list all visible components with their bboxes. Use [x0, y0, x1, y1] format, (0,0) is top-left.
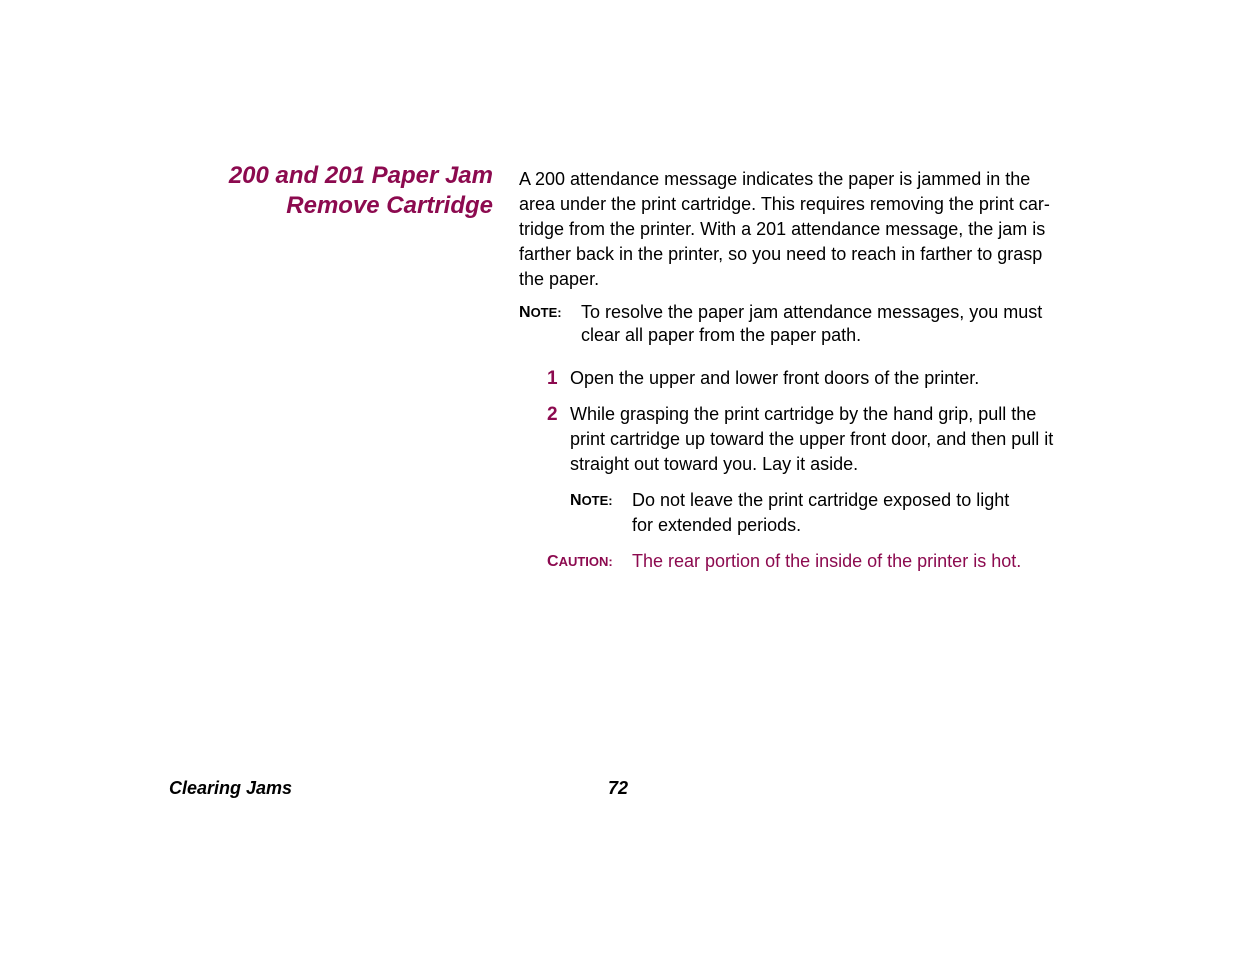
note-label-initial: N [519, 304, 531, 321]
caution-label [547, 549, 613, 574]
note-label [519, 301, 562, 324]
note-line: Do not leave the print cartridge exposed to light [632, 490, 1010, 510]
heading-line-2: Remove Cartridge [286, 192, 493, 219]
step-line: While grasping the print cartridge by the hand grip, pull the [570, 404, 1037, 424]
footer-page-number: 72 [608, 778, 629, 798]
step-line: straight out toward you. Lay it aside. [570, 454, 859, 474]
heading-line-1: 200 and 201 Paper Jam [228, 162, 493, 189]
intro-line: farther back in the printer, so you need to reach in farther to grasp [519, 244, 1043, 264]
intro-line: A 200 attendance message indicates the paper is jammed in the [519, 169, 1031, 189]
note-label-rest: OTE: [530, 305, 562, 320]
note-line: To resolve the paper jam attendance messages, you must [581, 302, 1043, 322]
step-number: 2 [547, 404, 558, 425]
step-number: 1 [547, 368, 558, 389]
note-line: clear all paper from the paper path. [581, 325, 862, 345]
step-text [570, 366, 979, 391]
note-text [581, 301, 1042, 347]
intro-line: the paper. [519, 269, 600, 289]
note-label-initial: N [570, 492, 582, 509]
footer-section-title: Clearing Jams [169, 778, 293, 798]
caution-label-initial: C [547, 553, 559, 570]
intro-line: tridge from the printer. With a 201 attendance message, the jam is [519, 219, 1046, 239]
caution-text: The rear portion of the inside of the printer is hot. [632, 551, 1022, 571]
note-text [632, 488, 1009, 538]
caution-label-rest: AUTION: [558, 554, 613, 569]
step-line: print cartridge up toward the upper front door, and then pull it [570, 429, 1054, 449]
note-label-rest: OTE: [581, 493, 613, 508]
step-text [570, 402, 1053, 477]
note-label [570, 488, 613, 513]
intro-line: area under the print cartridge. This requires removing the print car- [519, 194, 1050, 214]
step-line: Open the upper and lower front doors of the printer. [570, 368, 980, 388]
intro-paragraph [519, 167, 1079, 292]
note-line: for extended periods. [632, 515, 802, 535]
section-heading [133, 161, 493, 221]
